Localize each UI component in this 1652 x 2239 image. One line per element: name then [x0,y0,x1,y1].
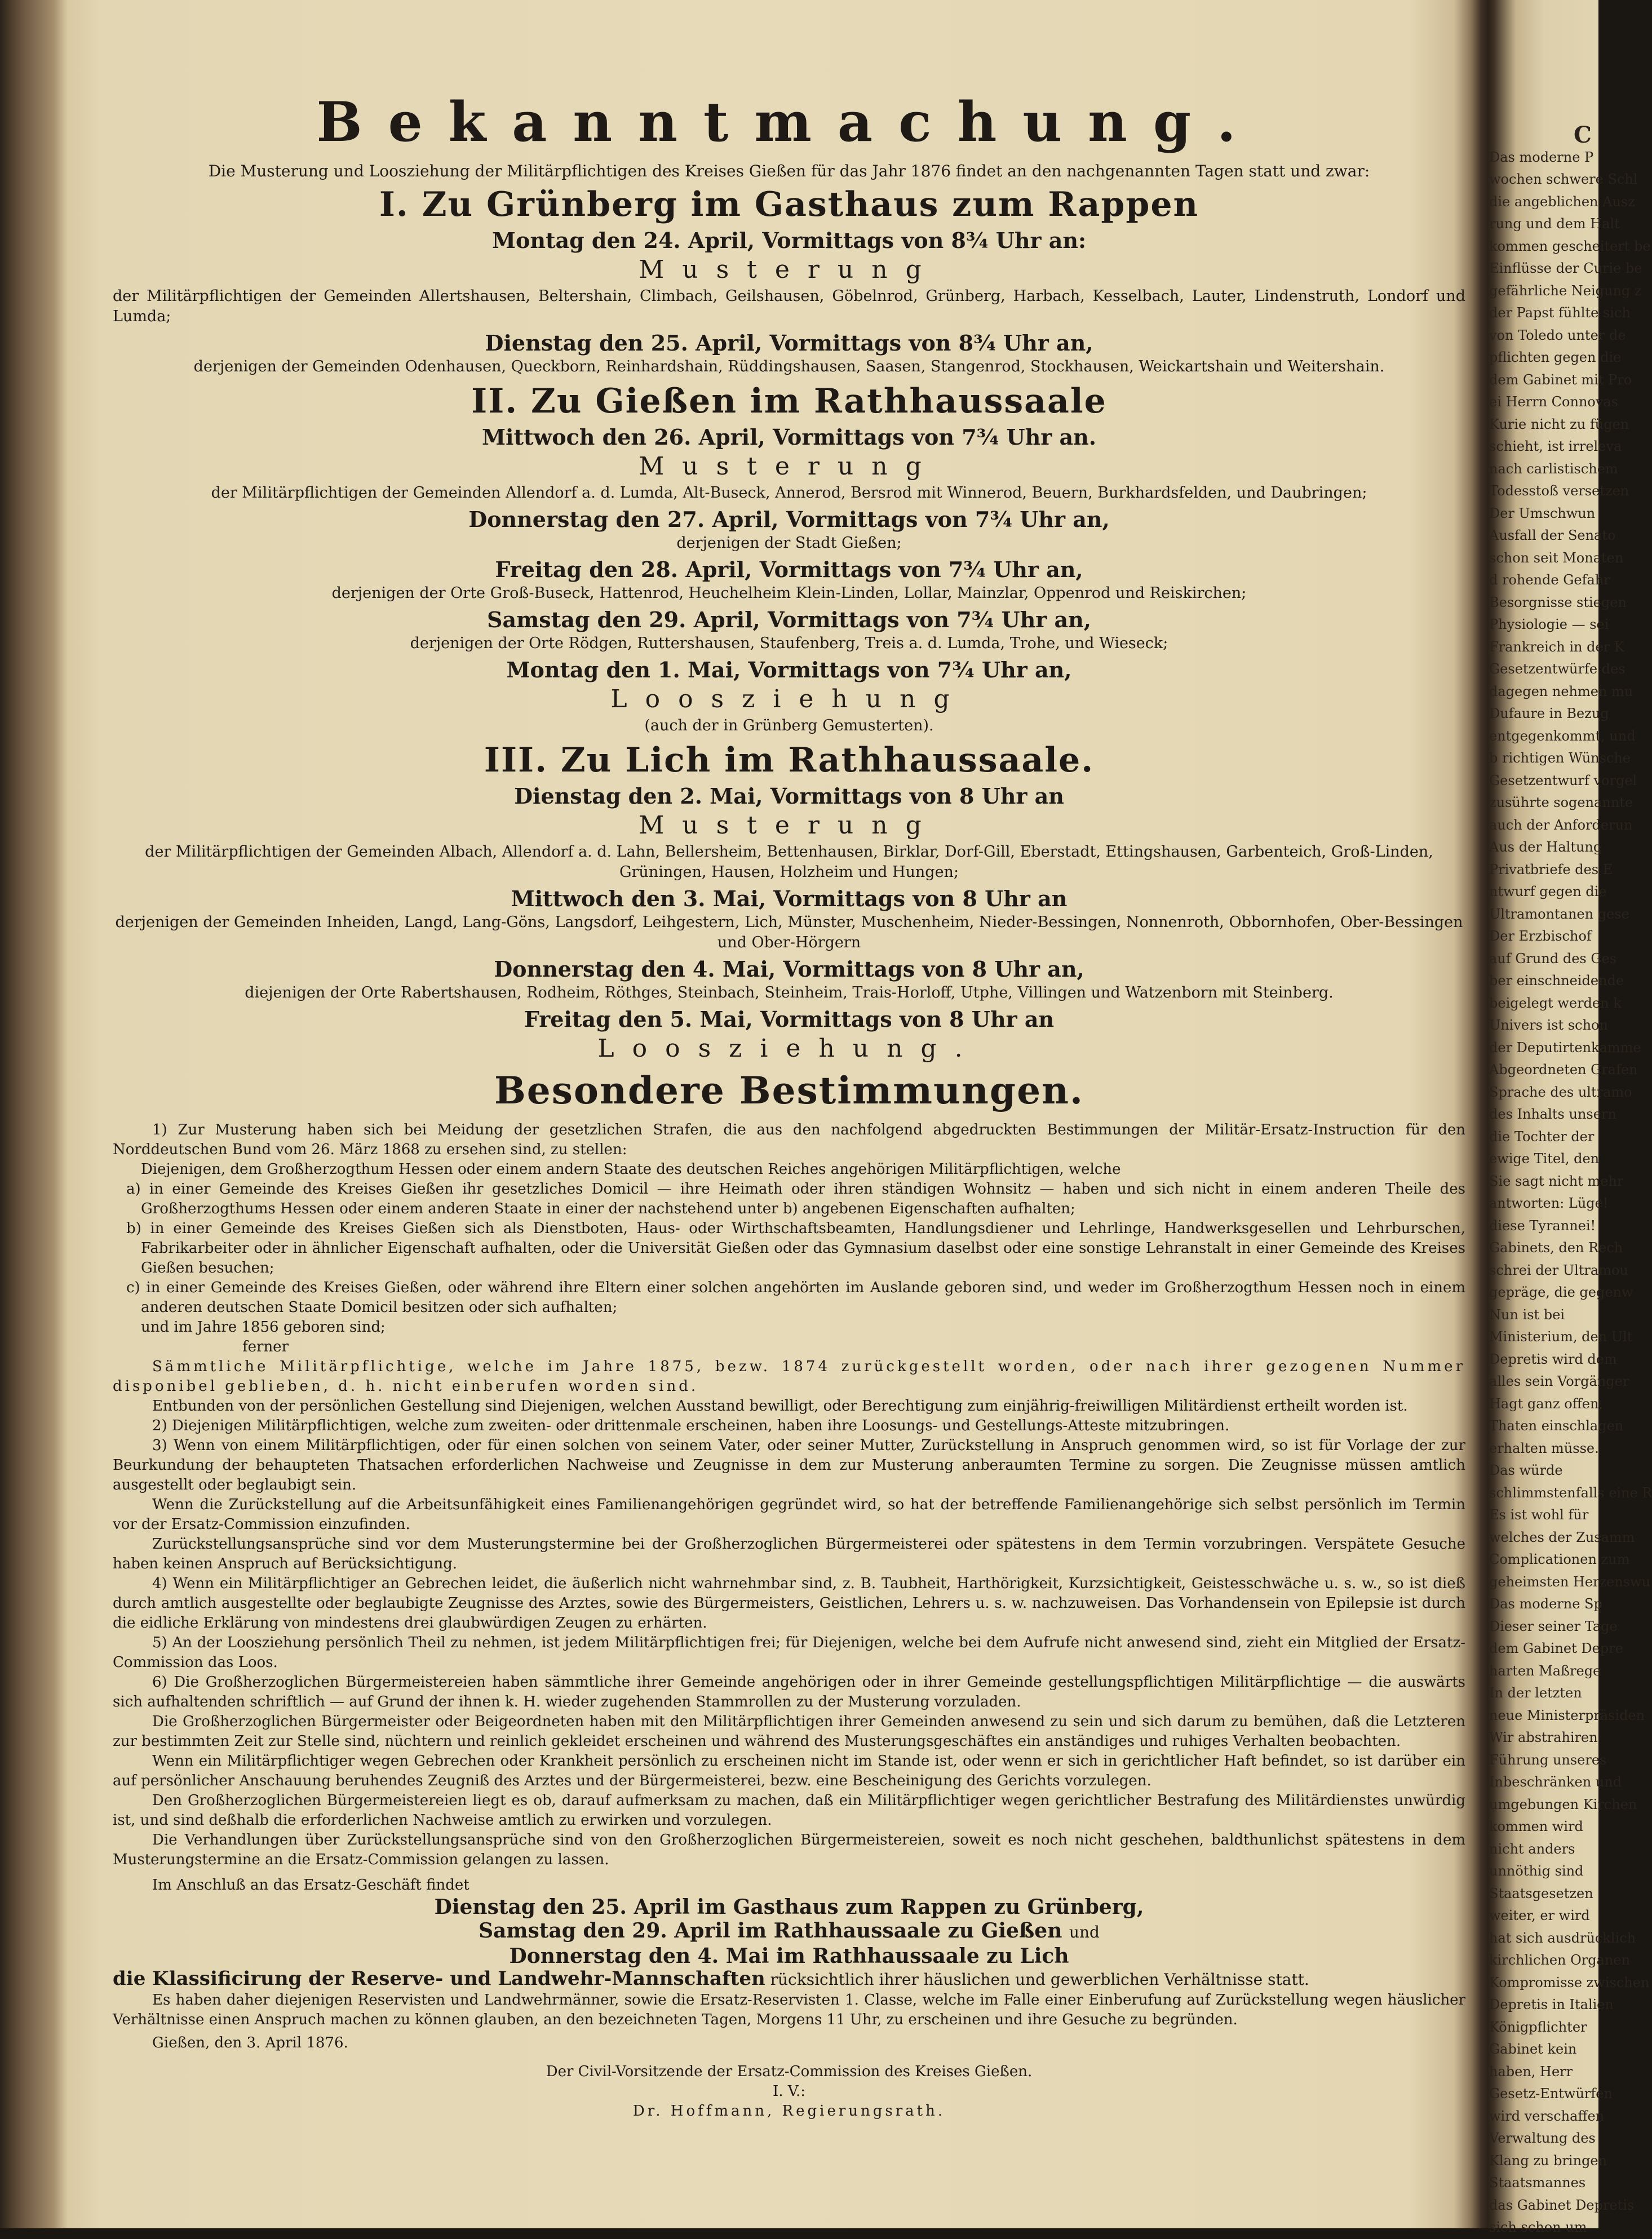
paragraph-3: 3) Wenn von einem Militärpflichtigen, oder für einen solchen von seinem Vater, oder seiner Mutter, Zurückstellung in Anspruch genommen wird, so ist für Vorlage der zur Beurkundung der behaupteten Thatsachen erforderlichen Nachweise und Zeugnisse in dem zur Musterung anberaumten Termine zu sorgen. Die Zeugnisse müssen amtlich ausgestellt oder beglaubigt sein. [113,1437,1465,1493]
section-1-text-2: derjenigen der Gemeinden Odenhausen, Queckborn, Reinhardshain, Rüddingshausen, Saasen, Stangenrod, Stockhausen, Weickartshain und Weitershain. [193,358,1385,375]
adjacent-page-line: Es ist wohl für [1489,1507,1589,1523]
adjacent-page-line: Sie sagt nicht mehr [1489,1173,1624,1189]
section-2-day-1: Mittwoch den 26. April, Vormittags von 7¾ Uhr an. [481,424,1096,450]
adjacent-page-line: C [1574,122,1592,148]
section-2-musterung: Musterung [639,452,940,481]
entbunden-text: Entbunden von der persönlichen Gestellung sind Diejenigen, welchen Ausstand bewilligt, oder Berechtigung zum einjährig-freiwilligen Militärdienst ertheilt worden ist. [152,1398,1408,1415]
klass-date-3: Donnerstag den 4. Mai im Rathhaussaale zu Lich [509,1944,1069,1968]
paragraph-5: 5) An der Loosziehung persönlich Theil zu nehmen, ist jedem Militärpflichtigen frei; für Diejenigen, welche bei dem Aufrufe nicht anwesend sind, zieht ein Mitglied der Ersatz-Commission das Loos. [113,1634,1465,1671]
adjacent-page-line: Univers ist schon [1489,1017,1608,1033]
section-2-text-4: derjenigen der Orte Rödgen, Ruttershausen, Staufenberg, Treis a. d. Lumda, Trohe, und Wieseck; [410,635,1168,652]
section-3-day-1: Dienstag den 2. Mai, Vormittags von 8 Uhr an [514,783,1064,809]
adjacent-page-line: Der Umschwun [1489,505,1596,521]
adjacent-page-line: ntwurf gegen die [1489,884,1607,899]
adjacent-page-line: Klang zu bringen [1489,2152,1607,2169]
section-2-text-2: derjenigen der Stadt Gießen; [676,534,902,552]
adjacent-page-line: Thaten einschlagen [1489,1418,1624,1434]
besondere-title: Besondere Bestimmungen. [494,1068,1084,1112]
section-2-text-1: der Militärpflichtigen der Gemeinden Allendorf a. d. Lumda, Alt-Buseck, Annerod, Bersrod mit Winnerod, Beuern, Burkhardsfelden, und Daubringen; [211,484,1367,502]
adjacent-page-line: wird verschaffen [1489,2108,1605,2124]
section-2-day-3: Freitag den 28. April, Vormittags von 7¾ Uhr an, [495,557,1083,582]
adjacent-page-line: Gesetzentwurf vorgel [1489,772,1637,788]
adjacent-page-line: kommen wird [1489,1819,1583,1834]
adjacent-page-line: Staatsmannes [1489,2175,1586,2191]
adjacent-page-line: Gesetz-Entwürfen [1489,2086,1613,2101]
adjacent-page-line: ewige Titel, den [1489,1151,1600,1167]
section-1-musterung: Musterung [639,255,940,284]
adjacent-page-line: zusührte sogenannte [1489,795,1633,810]
adjacent-page-line: der Papst fühlte sich [1489,305,1631,321]
section-3-title: III. Zu Lich im Rathhaussaale. [484,741,1095,780]
paragraph-2: 2) Diejenigen Militärpflichtigen, welche zum zweiten- oder drittenmale erscheinen, haben ihre Loosungs- und Gestellungs-Atteste mitzubringen. [152,1417,1230,1434]
klass-date-2 [113,1919,1465,1944]
place-date: Gießen, den 3. April 1876. [152,2034,348,2051]
adjacent-page-line: dem Gabinet mit Pro [1489,371,1632,388]
adjacent-page-line: Kompromisse zwischen [1489,1974,1650,1990]
adjacent-page-line: harten Maßrege [1489,1662,1601,1679]
adjacent-page-line: Gabinet kein [1489,2041,1577,2057]
adjacent-page-line: Gabinets, den Rech [1489,1240,1623,1256]
adjacent-page-line: Abgeordneten Grafen [1489,1062,1638,1078]
adjacent-page-line: erhalten müsse. [1489,1440,1599,1456]
adjacent-page-line: neue Ministerpräsiden [1489,1707,1645,1723]
section-1-day-1: Montag den 24. April, Vormittags von 8¾ Uhr an: [491,228,1087,253]
section-3-text-3: diejenigen der Orte Rabertshausen, Rodheim, Röthges, Steinbach, Steinheim, Trais-Horloff, Utphe, Villingen und Watzenborn mit Steinberg. [245,984,1334,1001]
adjacent-page-line: beigelegt werden k [1489,995,1622,1011]
adjacent-page-line: Kurie nicht zu fügen [1489,416,1629,432]
adjacent-page-line: entgegenkommt, und [1489,728,1636,744]
adjacent-page-line: schrei der Ultramou [1489,1262,1628,1278]
adjacent-page-line: nicht anders [1489,1841,1575,1857]
adjacent-page-line: welches der Zusamm [1489,1529,1635,1545]
adjacent-page-line: das Gabinet Depretis [1489,2197,1635,2213]
adjacent-page-line: Hagt ganz offen, [1489,1395,1604,1412]
adjacent-page-line: Dieser seiner Tage [1489,1618,1618,1634]
adjacent-page-line: wochen schwere Schl [1489,171,1638,187]
adjacent-page-line: Wir abstrahiren [1489,1730,1598,1745]
section-3-loosziehung: Loosziehung. [597,1034,981,1063]
adjacent-page-line: b richtigen Wünsche [1489,750,1631,766]
adjacent-page-line: die Tochter der [1489,1128,1595,1145]
section-2-loosziehung: Loosziehung [610,685,968,713]
adjacent-page-line: kommen gescheitert be [1489,238,1651,254]
page-title: Bekanntmachung. [316,90,1262,154]
adjacent-page-line: die angeblichen Ausz [1489,193,1635,210]
adjacent-page-line: Führung unseres [1489,1752,1607,1768]
adjacent-page-line: umgebungen Kirchen [1489,1796,1637,1812]
adjacent-page-line: Ultramontanen gese [1489,906,1629,922]
section-3-day-3: Donnerstag den 4. Mai, Vormittags von 8 Uhr an, [494,956,1084,982]
klass-date-1: Dienstag den 25. April im Gasthaus zum Rappen zu Grünberg, [434,1895,1144,1919]
section-2-day-5: Montag den 1. Mai, Vormittags von 7¾ Uhr an, [506,657,1072,682]
adjacent-page-line: schon seit Monaten [1489,549,1624,566]
anschluss-text: Im Anschluß an das Ersatz-Geschäft findet [152,1877,470,1894]
paragraph-4: 4) Wenn ein Militärpflichtiger an Gebrechen leidet, die äußerlich nicht wahrnehmbar sind, z. B. Taubheit, Harthörigkeit, Kurzsichtigkeit, Geistesschwäche u. s. w., so ist dieß durch amtlich ausgestellte oder beglaubigte Zeugnisse des Arztes, sowie des Bürgermeisters, Geistlichen, Lehrers u. s. w. nachzuweisen. Das Vorhandensein von Epilepsie ist durch die eidliche Erklärung von mindestens drei glaubwürdigen Zeugen zu erhärten. [113,1575,1465,1631]
section-2-day-2: Donnerstag den 27. April, Vormittags von 7¾ Uhr an, [468,507,1110,532]
paragraph-1: 1) Zur Musterung haben sich bei Meidung der gesetzlichen Strafen, die aus den nachfolgend abgedruckten Bestimmungen der Militär-Ersatz-Instruction für den Norddeutschen Bund vom 26. März 1868 zu ersehen sind, zu stellen: [113,1121,1465,1158]
adjacent-page-line: der Deputirtenkamme [1489,1039,1641,1056]
adjacent-page-line: Besorgnisse stiegen [1489,594,1627,610]
paragraph-1-a: a) in einer Gemeinde des Kreises Gießen ihr gesetzliches Domicil — ihre Heimath oder ihren ständigen Wohnsitz — haben und sich nicht in einem anderen Theile des Großherzogthums Hessen oder einem anderen Staate in einer der nachstehend unter b) angebenen Eigenschaften aufhalten; [126,1181,1465,1217]
adjacent-page-line: Privatbriefe des E [1489,861,1613,877]
intro-text: Die Musterung und Loosziehung der Militärpflichtigen des Kreises Gießen für das Jahr 1876 findet an den nachgenannten Tagen statt und zwar: [208,162,1370,180]
adjacent-page-line: hat sich ausdrücklich [1489,1930,1636,1946]
klass-date-2-und: und [1069,1923,1100,1941]
adjacent-page-line: sich schon um [1489,2219,1587,2235]
signer-iv: I. V.: [772,2083,806,2100]
section-1-day-2: Dienstag den 25. April, Vormittags von 8¾ Uhr an, [485,330,1093,356]
adjacent-page-line: Ministerium, den Ult [1489,1329,1633,1345]
adjacent-page-line: ei Herrn Connovas [1489,394,1619,410]
section-3-day-2: Mittwoch den 3. Mai, Vormittags von 8 Uhr an [511,886,1068,911]
paragraph-3-c: Zurückstellungsansprüche sind vor dem Musterungstermine bei der Großherzoglichen Bürgermeisterei oder spätestens in dem Termin vorzubringen. Verspätete Gesuche haben keinen Anspruch auf Berücksichtigung. [113,1536,1465,1572]
section-1-text-1: der Militärpflichtigen der Gemeinden Allertshausen, Beltershain, Climbach, Geilshausen, Göbelnrod, Grünberg, Harbach, Kesselbach, Lauter, Lindenstruth, Londorf und Lumda; [113,287,1465,325]
paragraph-6-e: Die Verhandlungen über Zurückstellungsansprüche sind von den Großherzoglichen Bürgermeistereien, soweit es noch nicht geschehen, baldthunlichst spätestens in dem Musterungstermine an die Ersatz-Commission gelangen zu lassen. [113,1832,1465,1868]
klassificirung-rest: rücksichtlich ihrer häuslichen und gewerblichen Verhältnisse statt. [770,1970,1309,1989]
adjacent-page-line: Aus der Haltung [1489,839,1602,855]
adjacent-page-line: Sprache des ultramo [1489,1084,1632,1100]
adjacent-page-line: Gesetzentwürfe des [1489,661,1626,677]
klass-date-2-text: Samstag den 29. April im Rathhaussaale zu Gießen [479,1919,1062,1943]
adjacent-page-line: des Inhalts unsern [1489,1106,1616,1122]
adjacent-page-line: ber einschneidende [1489,973,1624,988]
adjacent-page-line: von Toledo unter de [1489,327,1626,343]
paragraph-1-b-item: b) in einer Gemeinde des Kreises Gießen sich als Dienstboten, Haus- oder Wirthschaftsbeamten, Handlungsdiener und Lehrlinge, Handwerksgesellen und Lehrburschen, Fabrikarbeiter oder in ähnlicher Eigenschaft aufhalten, oder die Universität Gießen oder das Gymnasium daselbst oder eine sonstige Lehranstalt in einer Gemeinde des Kreises Gießen besuchen; [126,1220,1465,1276]
adjacent-page-line: Verwaltung des [1489,2130,1596,2146]
adjacent-page-line: Dufaure in Bezug [1489,706,1609,721]
adjacent-page-line: Staatsgesetzen [1489,1885,1593,1901]
adjacent-page-line: alles sein Vorgänger [1489,1373,1629,1389]
section-2-day-4: Samstag den 29. April, Vormittags von 7¾ Uhr an, [487,607,1091,632]
adjacent-page-line: Frankreich in der K [1489,639,1624,655]
paragraph-1-b: Diejenigen, dem Großherzogthum Hessen oder einem andern Staate des deutschen Reiches angehörigen Militärpflichtigen, welche [141,1161,1121,1178]
adjacent-page-line: dem Gabinet Depre [1489,1641,1623,1656]
paragraph-3-b: Wenn die Zurückstellung auf die Arbeitsunfähigkeit eines Familienangehörigen gegründet wird, so hat der betreffende Familienangehörige sich selbst persönlich im Termin vor der Ersatz-Commission einzufinden. [113,1496,1465,1533]
adjacent-page-line: Das moderne Sp [1489,1596,1602,1612]
section-3-text-2: derjenigen der Gemeinden Inheiden, Langd, Lang-Göns, Langsdorf, Leihgestern, Lich, Münster, Muschenheim, Nieder-Bessingen, Nonnenroth, Obbornhofen, Ober-Bessingen und Ober-Hörgern [115,914,1463,951]
adjacent-page-line: unnöthig sind [1489,1863,1584,1879]
section-2-text-5: (auch der in Grünberg Gemusterten). [644,717,934,734]
klassificirung-line [113,1968,1465,1990]
section-2-title: II. Zu Gießen im Rathhaussaale [471,382,1107,421]
section-3-text-1: der Militärpflichtigen der Gemeinden Albach, Allendorf a. d. Lahn, Bellersheim, Bettenhausen, Birklar, Dorf-Gill, Eberstadt, Ettingshausen, Garbenteich, Groß-Linden, Grüningen, Hausen, Holzheim und Hungen; [145,843,1433,881]
adjacent-page-line: diese Tyrannei! [1489,1217,1596,1234]
adjacent-page-column [1489,122,1652,2235]
klassificirung-heading: die Klassificirung der Reserve- und Landwehr-Mannschaften [113,1967,765,1990]
adjacent-page-line: d rohende Gefahr [1489,572,1610,588]
adjacent-page-line: Complicationen zum [1489,1551,1630,1567]
section-3-day-4: Freitag den 5. Mai, Vormittags von 8 Uhr an [524,1007,1055,1032]
adjacent-page-line: auch der Anforderun [1489,817,1633,833]
section-3-musterung: Musterung [639,811,940,840]
adjacent-page-line: antworten: Lüge! [1489,1195,1609,1211]
saemmtliche-text: Sämmtliche Militärpflichtige, welche im Jahre 1875, bezw. 1874 zurückgestellt worden, oder nach ihrer gezogenen Nummer disponibel geblieben, d. h. nicht einberufen worden sind. [113,1358,1465,1395]
adjacent-page-line: Ausfall der Senato [1489,527,1616,543]
paragraph-6-c: Wenn ein Militärpflichtiger wegen Gebrechen oder Krankheit persönlich zu erscheinen nicht im Stande ist, oder wenn er sich in gerichtlicher Haft befindet, so ist darüber ein auf persönlicher Anschauung beruhendes Zeugniß des Arztes und der Bürgermeisterei, bezw. eine Bescheinigung des Gerichts vorzulegen. [113,1753,1465,1789]
adjacent-page-line: auf Grund des Ges [1489,950,1617,966]
adjacent-page-line: Königpflichter [1489,2019,1587,2035]
adjacent-page-line: Einflüsse der Curie be [1489,260,1642,276]
paragraph-1-c2: und im Jahre 1856 geboren sind; [141,1319,386,1336]
adjacent-page-line: Physiologie — sei [1489,617,1609,632]
paragraph-6-d: Den Großherzoglichen Bürgermeistereien liegt es ob, darauf aufmerksam zu machen, daß ein Militärpflichtiger wegen gerichtlicher Bestrafung des Militärdienstes unwürdig ist, und sind deßhalb die erforderlichen Nachweise amtlich zu erwirken und vorzulegen. [113,1792,1465,1829]
es-haben-text: Es haben daher diejenigen Reservisten und Landwehrmänner, sowie die Ersatz-Reservisten 1. Classe, welche im Falle einer Einberufung auf Zurückstellung wegen häuslicher Verhältnisse einen Anspruch machen zu können glauben, an den bezeichneten Tagen, Morgens 11 Uhr, zu erscheinen und ihre Gesuche zu begründen. [113,1992,1465,2028]
section-2-text-3: derjenigen der Orte Groß-Buseck, Hattenrod, Heuchelheim Klein-Linden, Lollar, Mainzlar, Oppenrod und Reiskirchen; [331,584,1247,602]
ferner-label: ferner [242,1338,289,1355]
adjacent-page-line: Das moderne P [1489,149,1594,165]
adjacent-page-line: Der Erzbischof [1489,928,1592,944]
adjacent-page-line: rung und dem Halt [1489,216,1620,232]
document-page [113,68,1465,2209]
adjacent-page-line: Depretis wird dem [1489,1351,1617,1367]
paragraph-1-c: c) in einer Gemeinde des Kreises Gießen, oder während ihre Eltern einer solchen angehörten im Auslande geboren sind, und weder im Großherzogthum Hessen noch in einem anderen deutschen Staate Domicil besitzen oder sich aufhalten; [126,1279,1465,1316]
adjacent-page-line: pflichten gegen die [1489,349,1622,365]
signer-title: Der Civil-Vorsitzende der Ersatz-Commission des Kreises Gießen. [546,2063,1033,2080]
adjacent-page-line: Depretis in Italien [1489,1997,1614,2012]
adjacent-page-line: dagegen nehmen mu [1489,683,1633,699]
adjacent-page-line: Todesstoß versetzen [1489,483,1629,499]
adjacent-page-line: nach carlistischem [1489,460,1618,477]
adjacent-page-line: schieht, ist irreleva [1489,438,1622,454]
paragraph-6-b: Die Großherzoglichen Bürgermeister oder Beigeordneten haben mit den Militärpflichtigen ihrer Gemeinden anwesend zu sein und sich darum zu bemühen, daß die Letzteren zur bestimmten Zeit zur Stelle sind, nüchtern und reinlich gekleidet erscheinen und während des Musterungsgeschäftes ein anständiges und ruhiges Verhalten beobachten. [113,1713,1465,1750]
adjacent-page-line: Inbeschränken und [1489,1774,1622,1790]
adjacent-page-line: Nun ist bei [1489,1306,1565,1323]
adjacent-page-line: haben, Herr [1489,2063,1573,2080]
signer-name: Dr. Hoffmann, Regierungsrath. [632,2103,946,2120]
adjacent-page-line: In der letzten [1489,1685,1582,1701]
adjacent-page-line: geheimsten Herzenswu [1489,1573,1651,1590]
adjacent-page-line: weiter, er wird [1489,1908,1590,1923]
adjacent-page-line: gefährliche Neigung z [1489,282,1642,299]
adjacent-page-line: kirchlichen Organen [1489,1952,1631,1968]
adjacent-page-line: gepräge, die gegenw [1489,1284,1633,1300]
paragraph-6: 6) Die Großherzoglichen Bürgermeistereien haben sämmtliche ihrer Gemeinde angehörigen oder in ihrer Gemeinde gestellungspflichtigen Militärpflichtige — die auswärts sich aufhaltenden schriftlich — auf Grund der ihnen k. H. wieder zugehenden Stammrollen zu der Musterung vorzuladen. [113,1674,1465,1710]
section-1-title: I. Zu Grünberg im Gasthaus zum Rappen [379,185,1199,224]
adjacent-page-line: schlimmstenfalls eine R [1489,1484,1652,1501]
adjacent-page-line: Das würde [1489,1462,1563,1478]
